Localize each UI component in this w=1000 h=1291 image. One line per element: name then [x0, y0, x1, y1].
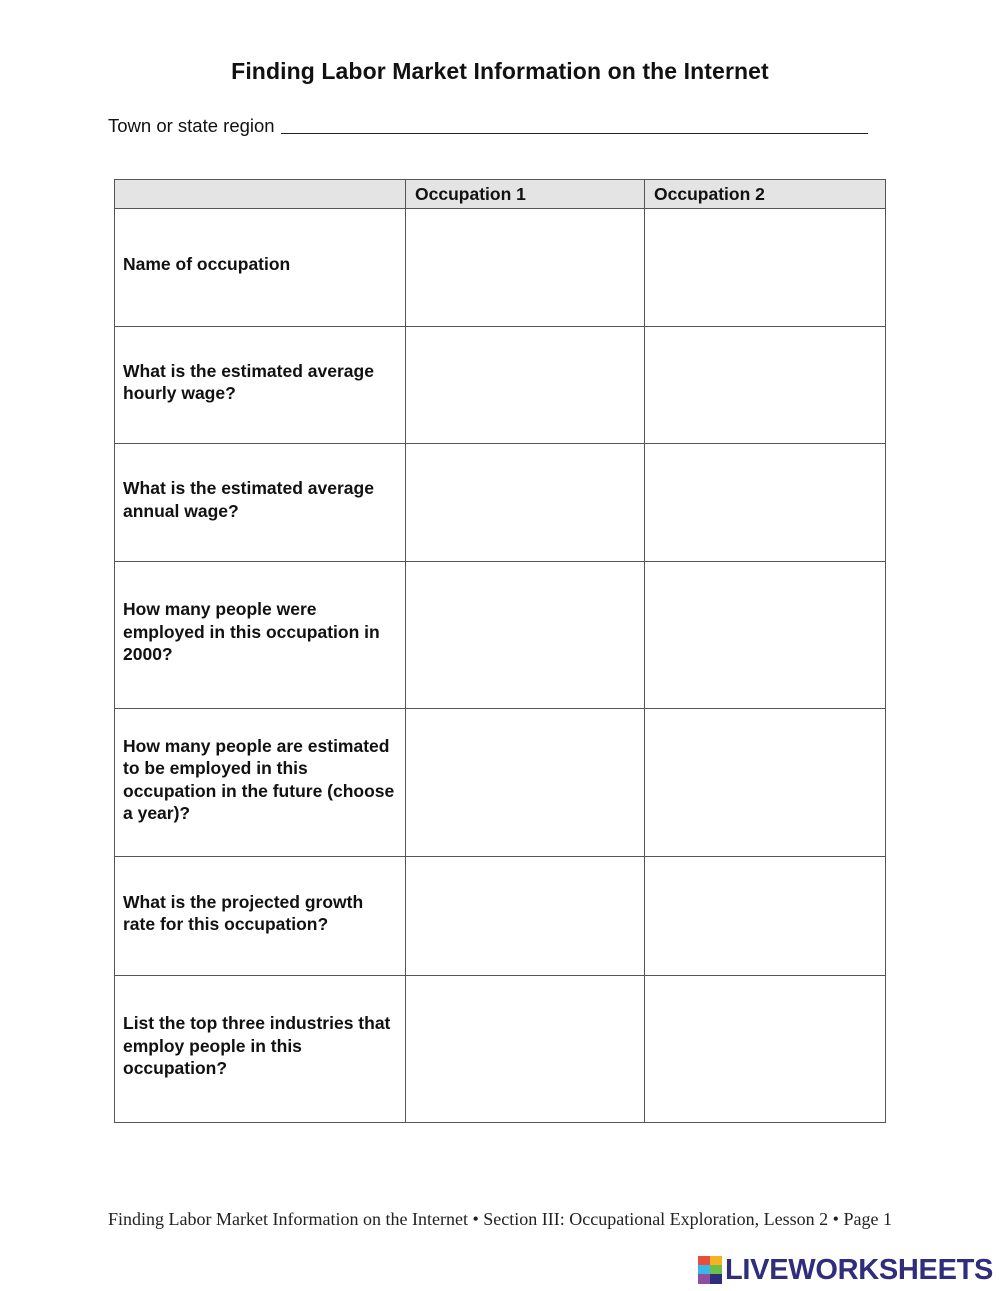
logo-tile: [710, 1256, 722, 1265]
logo-tile: [710, 1274, 722, 1284]
header-occupation-2: Occupation 2: [645, 180, 886, 209]
table-header-row: [115, 180, 886, 209]
answer-cell-occupation-2[interactable]: [645, 209, 886, 327]
answer-cell-occupation-1[interactable]: [406, 857, 645, 976]
question-employed-2000: How many people were employed in this occupation in 2000?: [115, 562, 406, 709]
table-row: [115, 444, 886, 562]
question-employed-future: How many people are estimated to be employed in this occupation in the future (choose a year)?: [115, 709, 406, 857]
answer-cell-occupation-1[interactable]: [406, 562, 645, 709]
answer-cell-occupation-2[interactable]: [645, 709, 886, 857]
logo-tile: [698, 1265, 710, 1274]
logo-tile: [710, 1265, 722, 1274]
occupation-table: [114, 179, 886, 1123]
brand-wordmark: LIVEWORKSHEETS: [725, 1254, 994, 1286]
answer-cell-occupation-1[interactable]: [406, 709, 645, 857]
table-row: [115, 327, 886, 444]
liveworksheets-brand[interactable]: [698, 1254, 993, 1286]
header-occupation-1: Occupation 1: [406, 180, 645, 209]
logo-tile: [698, 1256, 710, 1265]
page-footer: Finding Labor Market Information on the Internet • Section III: Occupational Exploration, Lesson 2 • Page 1: [108, 1209, 892, 1229]
answer-cell-occupation-1[interactable]: [406, 209, 645, 327]
table-row: [115, 709, 886, 857]
answer-cell-occupation-2[interactable]: [645, 444, 886, 562]
question-annual-wage: What is the estimated average annual wage?: [115, 444, 406, 562]
question-name-of-occupation: Name of occupation: [115, 209, 406, 327]
region-label: Town or state region: [108, 115, 275, 136]
answer-cell-occupation-2[interactable]: [645, 857, 886, 976]
region-input-line[interactable]: [281, 132, 868, 134]
answer-cell-occupation-1[interactable]: [406, 444, 645, 562]
header-empty-cell: [115, 180, 406, 209]
answer-cell-occupation-1[interactable]: [406, 327, 645, 444]
question-hourly-wage: What is the estimated average hourly wage?: [115, 327, 406, 444]
worksheet-title: Finding Labor Market Information on the Internet: [231, 58, 769, 84]
question-growth-rate: What is the projected growth rate for this occupation?: [115, 857, 406, 976]
answer-cell-occupation-2[interactable]: [645, 976, 886, 1123]
table-row: [115, 562, 886, 709]
answer-cell-occupation-2[interactable]: [645, 562, 886, 709]
table-row: [115, 857, 886, 976]
table-row: [115, 976, 886, 1123]
answer-cell-occupation-2[interactable]: [645, 327, 886, 444]
answer-cell-occupation-1[interactable]: [406, 976, 645, 1123]
region-field-row: [108, 111, 888, 137]
table-row: [115, 209, 886, 327]
logo-tile: [698, 1274, 710, 1284]
question-top-industries: List the top three industries that employ people in this occupation?: [115, 976, 406, 1123]
liveworksheets-logo-icon: [698, 1256, 722, 1284]
